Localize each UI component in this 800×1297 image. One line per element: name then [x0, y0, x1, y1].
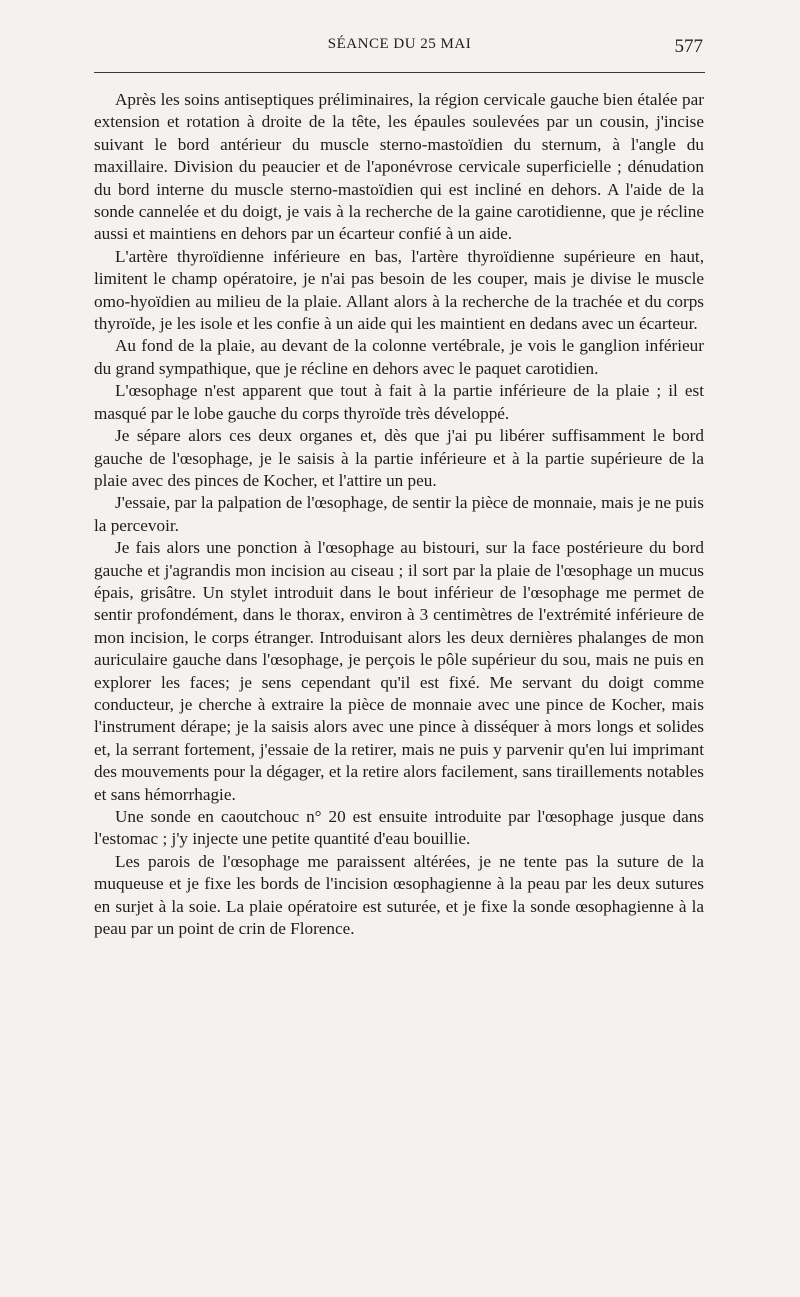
paragraph: Je fais alors une ponction à l'œsophage au bistouri, sur la face postérieure du bord gauche et j'agrandis mon incision au ciseau ; il sort par la plaie de l'œsophage un mucus épais, grisâtre. Un stylet introduit dans le bout inférieur de l'œsophage me permet de sentir profondément, dans le thorax, environ à 3 centimètres de l'extrémité inférieure de mon incision, le corps étranger. Introduisant alors les deux dernières phalanges de mon auriculaire gauche dans l'œsophage, je perçois le pôle supérieur du sou, mais ne puis en explorer les faces; je sens cependant qu'il est fixé. Me servant du doigt comme conducteur, je cherche à extraire la pièce de monnaie avec une pince de Kocher, mais l'instrument dérape; je la saisis alors avec une pince à disséquer à mors longs et solides et, la serrant fortement, j'essaie de la retirer, mais ne puis y parvenir qu'en lui imprimant des mouvements pour la dégager, et la retire alors facilement, sans tiraillements notables et sans hémorrhagie.	[94, 538, 704, 804]
paragraph: L'artère thyroïdienne inférieure en bas, l'artère thyroïdienne supérieure en haut, limitent le champ opératoire, je n'ai pas besoin de les couper, mais je divise le muscle omo-hyoïdien au milieu de la plaie. Allant alors à la recherche de la trachée et du corps thyroïde, je les isole et les confie à un aide qui les maintient en dedans avec un écarteur.	[94, 246, 704, 334]
header-rule	[94, 72, 705, 73]
body-text	[94, 89, 704, 940]
paragraph: Une sonde en caoutchouc n° 20 est ensuite introduite par l'œsophage jusque dans l'estomac ; j'y injecte une petite quantité d'eau bouillie.	[94, 807, 704, 849]
paragraph: Après les soins antiseptiques préliminaires, la région cervicale gauche bien étalée par extension et rotation à droite de la tête, les épaules soulevées par un cousin, j'incise suivant le bord antérieur du muscle sterno-mastoïdien du sternum, à l'angle du maxillaire. Division du peaucier et de l'aponévrose cervicale superficielle ; dénudation du bord interne du muscle sterno-mastoïdien qui est incliné en dehors. A l'aide de la sonde cannelée et du doigt, je vais à la recherche de la gaine carotidienne, que je récline aussi et maintiens en dehors par un écarteur confié à un aide.	[94, 90, 704, 244]
paragraph: Je sépare alors ces deux organes et, dès que j'ai pu libérer suffisamment le bord gauche de l'œsophage, je le saisis à la partie inférieure et à la partie supérieure de la plaie avec des pinces de Kocher, et l'attire un peu.	[94, 426, 704, 490]
page-number: 577	[674, 36, 703, 57]
paragraph: L'œsophage n'est apparent que tout à fait à la partie inférieure de la plaie ; il est masqué par le lobe gauche du corps thyroïde très développé.	[94, 381, 704, 423]
running-head	[94, 36, 705, 58]
paragraph: Les parois de l'œsophage me paraissent altérées, je ne tente pas la suture de la muqueuse et je fixe les bords de l'incision œsophagienne à la peau par les deux sutures en surjet à la soie. La plaie opératoire est suturée, et je fixe la sonde œsophagienne à la peau par un point de crin de Florence.	[94, 851, 704, 939]
running-title: SÉANCE DU 25 MAI	[327, 36, 472, 52]
paragraph: Au fond de la plaie, au devant de la colonne vertébrale, je vois le ganglion inférieur du grand sympathique, que je récline en dehors avec le paquet carotidien.	[94, 336, 704, 378]
paragraph: J'essaie, par la palpation de l'œsophage, de sentir la pièce de monnaie, mais je ne puis la percevoir.	[94, 493, 704, 535]
